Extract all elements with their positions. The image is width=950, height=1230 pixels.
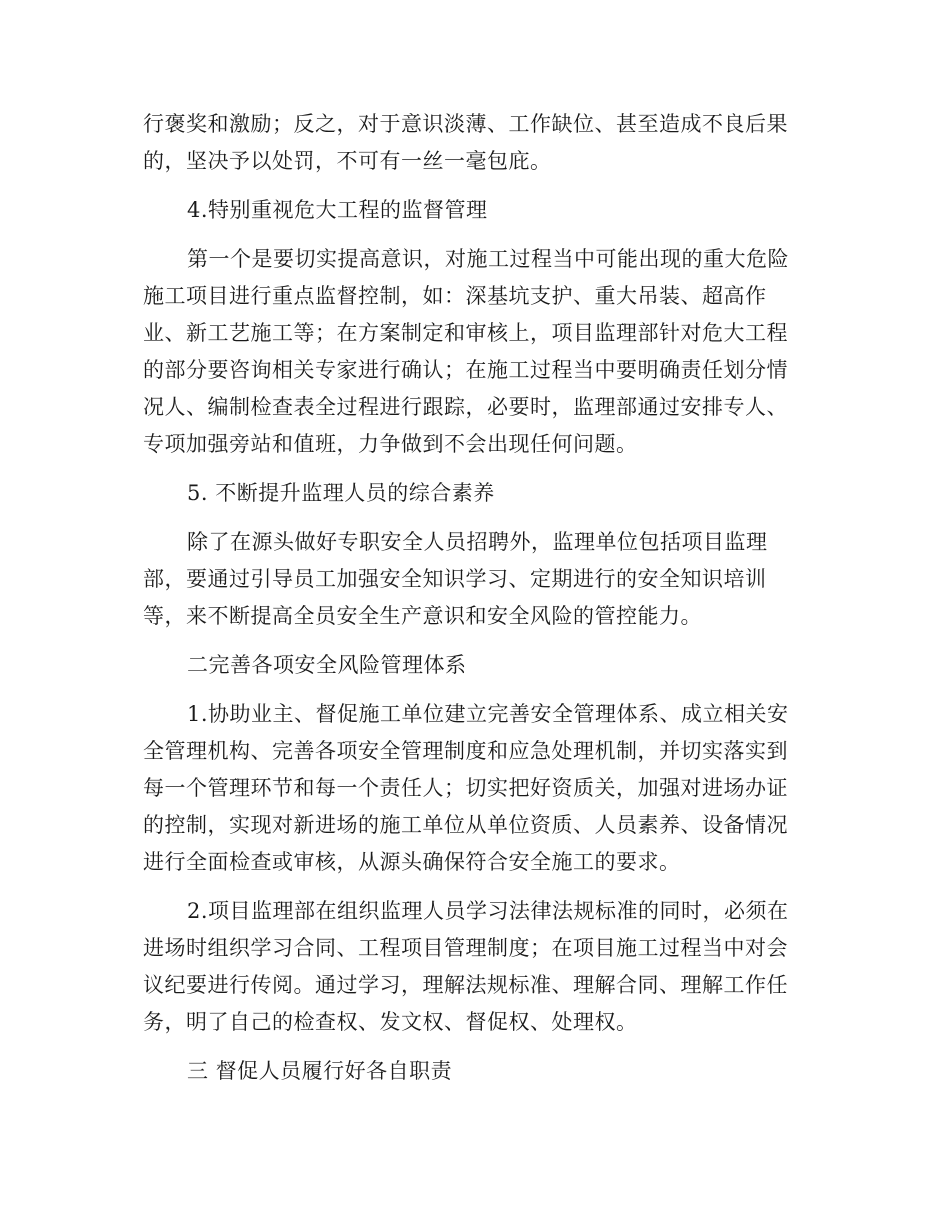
- text-line: 的，坚决予以处罚，不可有一丝一毫包庇。: [143, 149, 552, 173]
- text-line: 议纪要进行传阅。通过学习，理解法规标准、理解合同、理解工作任: [143, 973, 788, 997]
- section-heading: 4.特别重视危大工程的监督管理: [187, 198, 488, 222]
- text-line: 的控制，实现对新进场的施工单位从单位资质、人员素养、设备情况: [143, 813, 788, 837]
- text-line: 2.项目监理部在组织监理人员学习法律法规标准的同时，必须在: [187, 899, 789, 923]
- text-line: 施工项目进行重点监督控制，如：深基坑支护、重大吊装、超高作: [143, 284, 767, 308]
- section-heading: 三 督促人员履行好各自职责: [187, 1059, 453, 1083]
- text-line: 务，明了自己的检查权、发文权、督促权、处理权。: [143, 1010, 638, 1034]
- text-line: 况人、编制检查表全过程进行跟踪，必要时，监理部通过安排专人、: [143, 395, 788, 419]
- text-line: 1.协助业主、督促施工单位建立完善安全管理体系、成立相关安: [187, 702, 789, 726]
- text-line: 全管理机构、完善各项安全管理制度和应急处理机制，并切实落实到: [143, 739, 788, 763]
- text-line: 每一个管理环节和每一个责任人；切实把好资质关，加强对进场办证: [143, 776, 788, 800]
- text-line: 等，来不断提高全员安全生产意识和安全风险的管控能力。: [143, 604, 702, 628]
- text-line: 除了在源头做好专职安全人员招聘外，监理单位包括项目监理: [187, 530, 768, 554]
- text-line: 业、新工艺施工等；在方案制定和审核上，项目监理部针对危大工程: [143, 321, 788, 345]
- text-line: 进行全面检查或审核，从源头确保符合安全施工的要求。: [143, 850, 681, 874]
- text-line: 进场时组织学习合同、工程项目管理制度；在项目施工过程当中对会: [143, 936, 788, 960]
- text-line: 的部分要咨询相关专家进行确认；在施工过程当中要明确责任划分情: [143, 358, 788, 382]
- text-line: 部，要通过引导员工加强安全知识学习、定期进行的安全知识培训: [143, 567, 767, 591]
- text-line: 第一个是要切实提高意识，对施工过程当中可能出现的重大危险: [187, 247, 789, 271]
- section-heading: 二完善各项安全风险管理体系: [187, 653, 467, 677]
- text-line: 行褒奖和激励；反之，对于意识淡薄、工作缺位、甚至造成不良后果: [143, 112, 788, 136]
- section-heading: 5. 不断提升监理人员的综合素养: [187, 481, 495, 505]
- document-body: [143, 106, 803, 1090]
- text-line: 专项加强旁站和值班，力争做到不会出现任何问题。: [143, 432, 638, 456]
